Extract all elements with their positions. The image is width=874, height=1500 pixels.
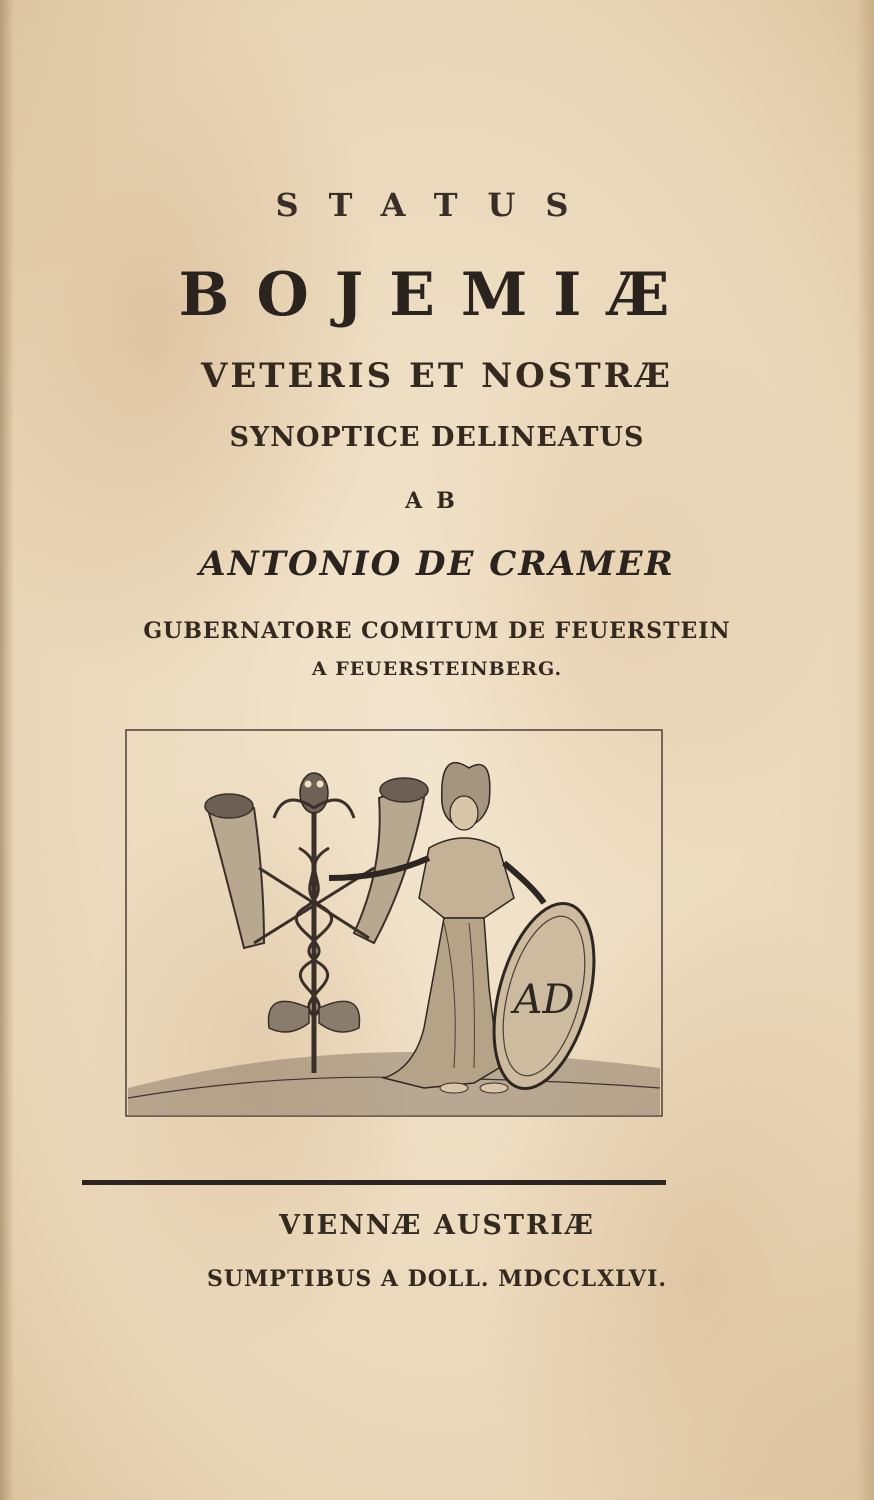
title-line-synoptice: SYNOPTICE DELINEATUS <box>229 422 645 453</box>
title-line-veteris: VETERIS ET NOSTRÆ <box>200 356 674 396</box>
imprint-publisher: SUMPTIBUS A DOLL. MDCCLXLVI. <box>206 1266 668 1292</box>
title-line-status: STATUS <box>275 186 599 224</box>
author-title-1: GUBERNATORE COMITUM DE FEUERSTEIN <box>143 618 731 644</box>
imprint-place: VIENNÆ AUSTRIÆ <box>279 1210 595 1241</box>
minerva-engraving-icon <box>124 728 664 1118</box>
title-line-ab: AB <box>405 488 469 514</box>
author-name: ANTONIO DE CRAMER <box>199 544 675 584</box>
shield-monogram: AD <box>513 977 575 1023</box>
title-line-bojemiae: BOJEMIÆ <box>178 260 696 330</box>
author-title-2: A FEUERSTEINBERG. <box>311 658 563 680</box>
horizontal-rule <box>82 1180 666 1185</box>
